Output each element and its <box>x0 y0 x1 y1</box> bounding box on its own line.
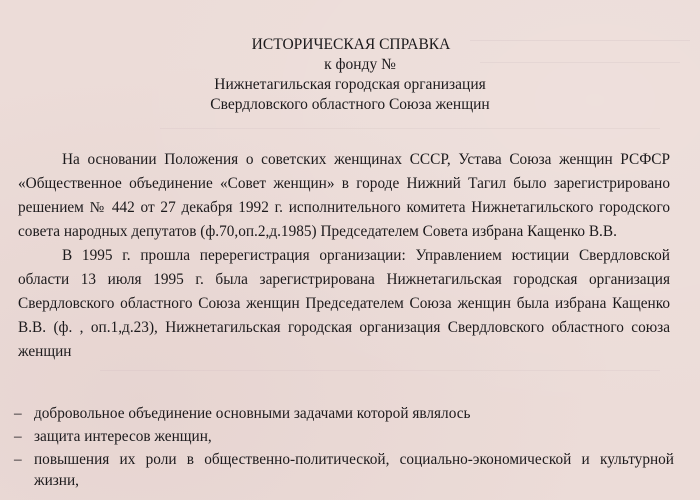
list-dash: – <box>14 405 22 422</box>
heading-title: ИСТОРИЧЕСКАЯ СПРАВКА <box>251 36 451 53</box>
document-body <box>18 148 670 364</box>
heading-org-region: Свердловского областного Союза женщин <box>210 96 490 113</box>
list-item <box>14 449 674 491</box>
tasks-list <box>14 403 674 493</box>
list-dash: – <box>14 451 22 468</box>
heading-fond: к фонду № <box>324 56 396 73</box>
list-item-text: защита интересов женщин, <box>34 428 212 445</box>
list-item <box>14 426 674 447</box>
paragraph-1: На основании Положения о советских женщинах СССР, Устава Союза женщин РСФСР «Общественное объединение «Совет женщин» в городе Нижний Тагил было зарегистрировано решением № 442 от 27 декабря 1992 г. исполнительного комитета Нижнетагильского городского совета народных депутатов (ф.70,оп.2,д.1985) Председателем Совета избрана Кащенко В.В. <box>18 151 670 240</box>
list-dash: – <box>14 428 22 445</box>
bleed-through-decoration <box>160 128 660 139</box>
list-item-text: повышения их роли в общественно-политической, социально-экономической и культурной жизни, <box>34 451 674 489</box>
list-item <box>14 403 674 424</box>
document-heading <box>0 35 700 115</box>
heading-org-name: Нижнетагильская городская организация <box>214 76 486 93</box>
list-item-text: добровольное объединение основными задачами которой являлось <box>34 405 471 422</box>
bleed-through-decoration <box>100 370 660 381</box>
paragraph-2: В 1995 г. прошла перерегистрация организации: Управлением юстиции Свердловской области 13 июля 1995 г. была зарегистрирована Нижнетагильская городская организация Свердловского областного Союза женщин Председателем Союза женщин была избрана Кащенко В.В. (ф. , оп.1,д.23), Нижнетагильская городская организация Свердловского областного союза женщин <box>18 247 670 360</box>
